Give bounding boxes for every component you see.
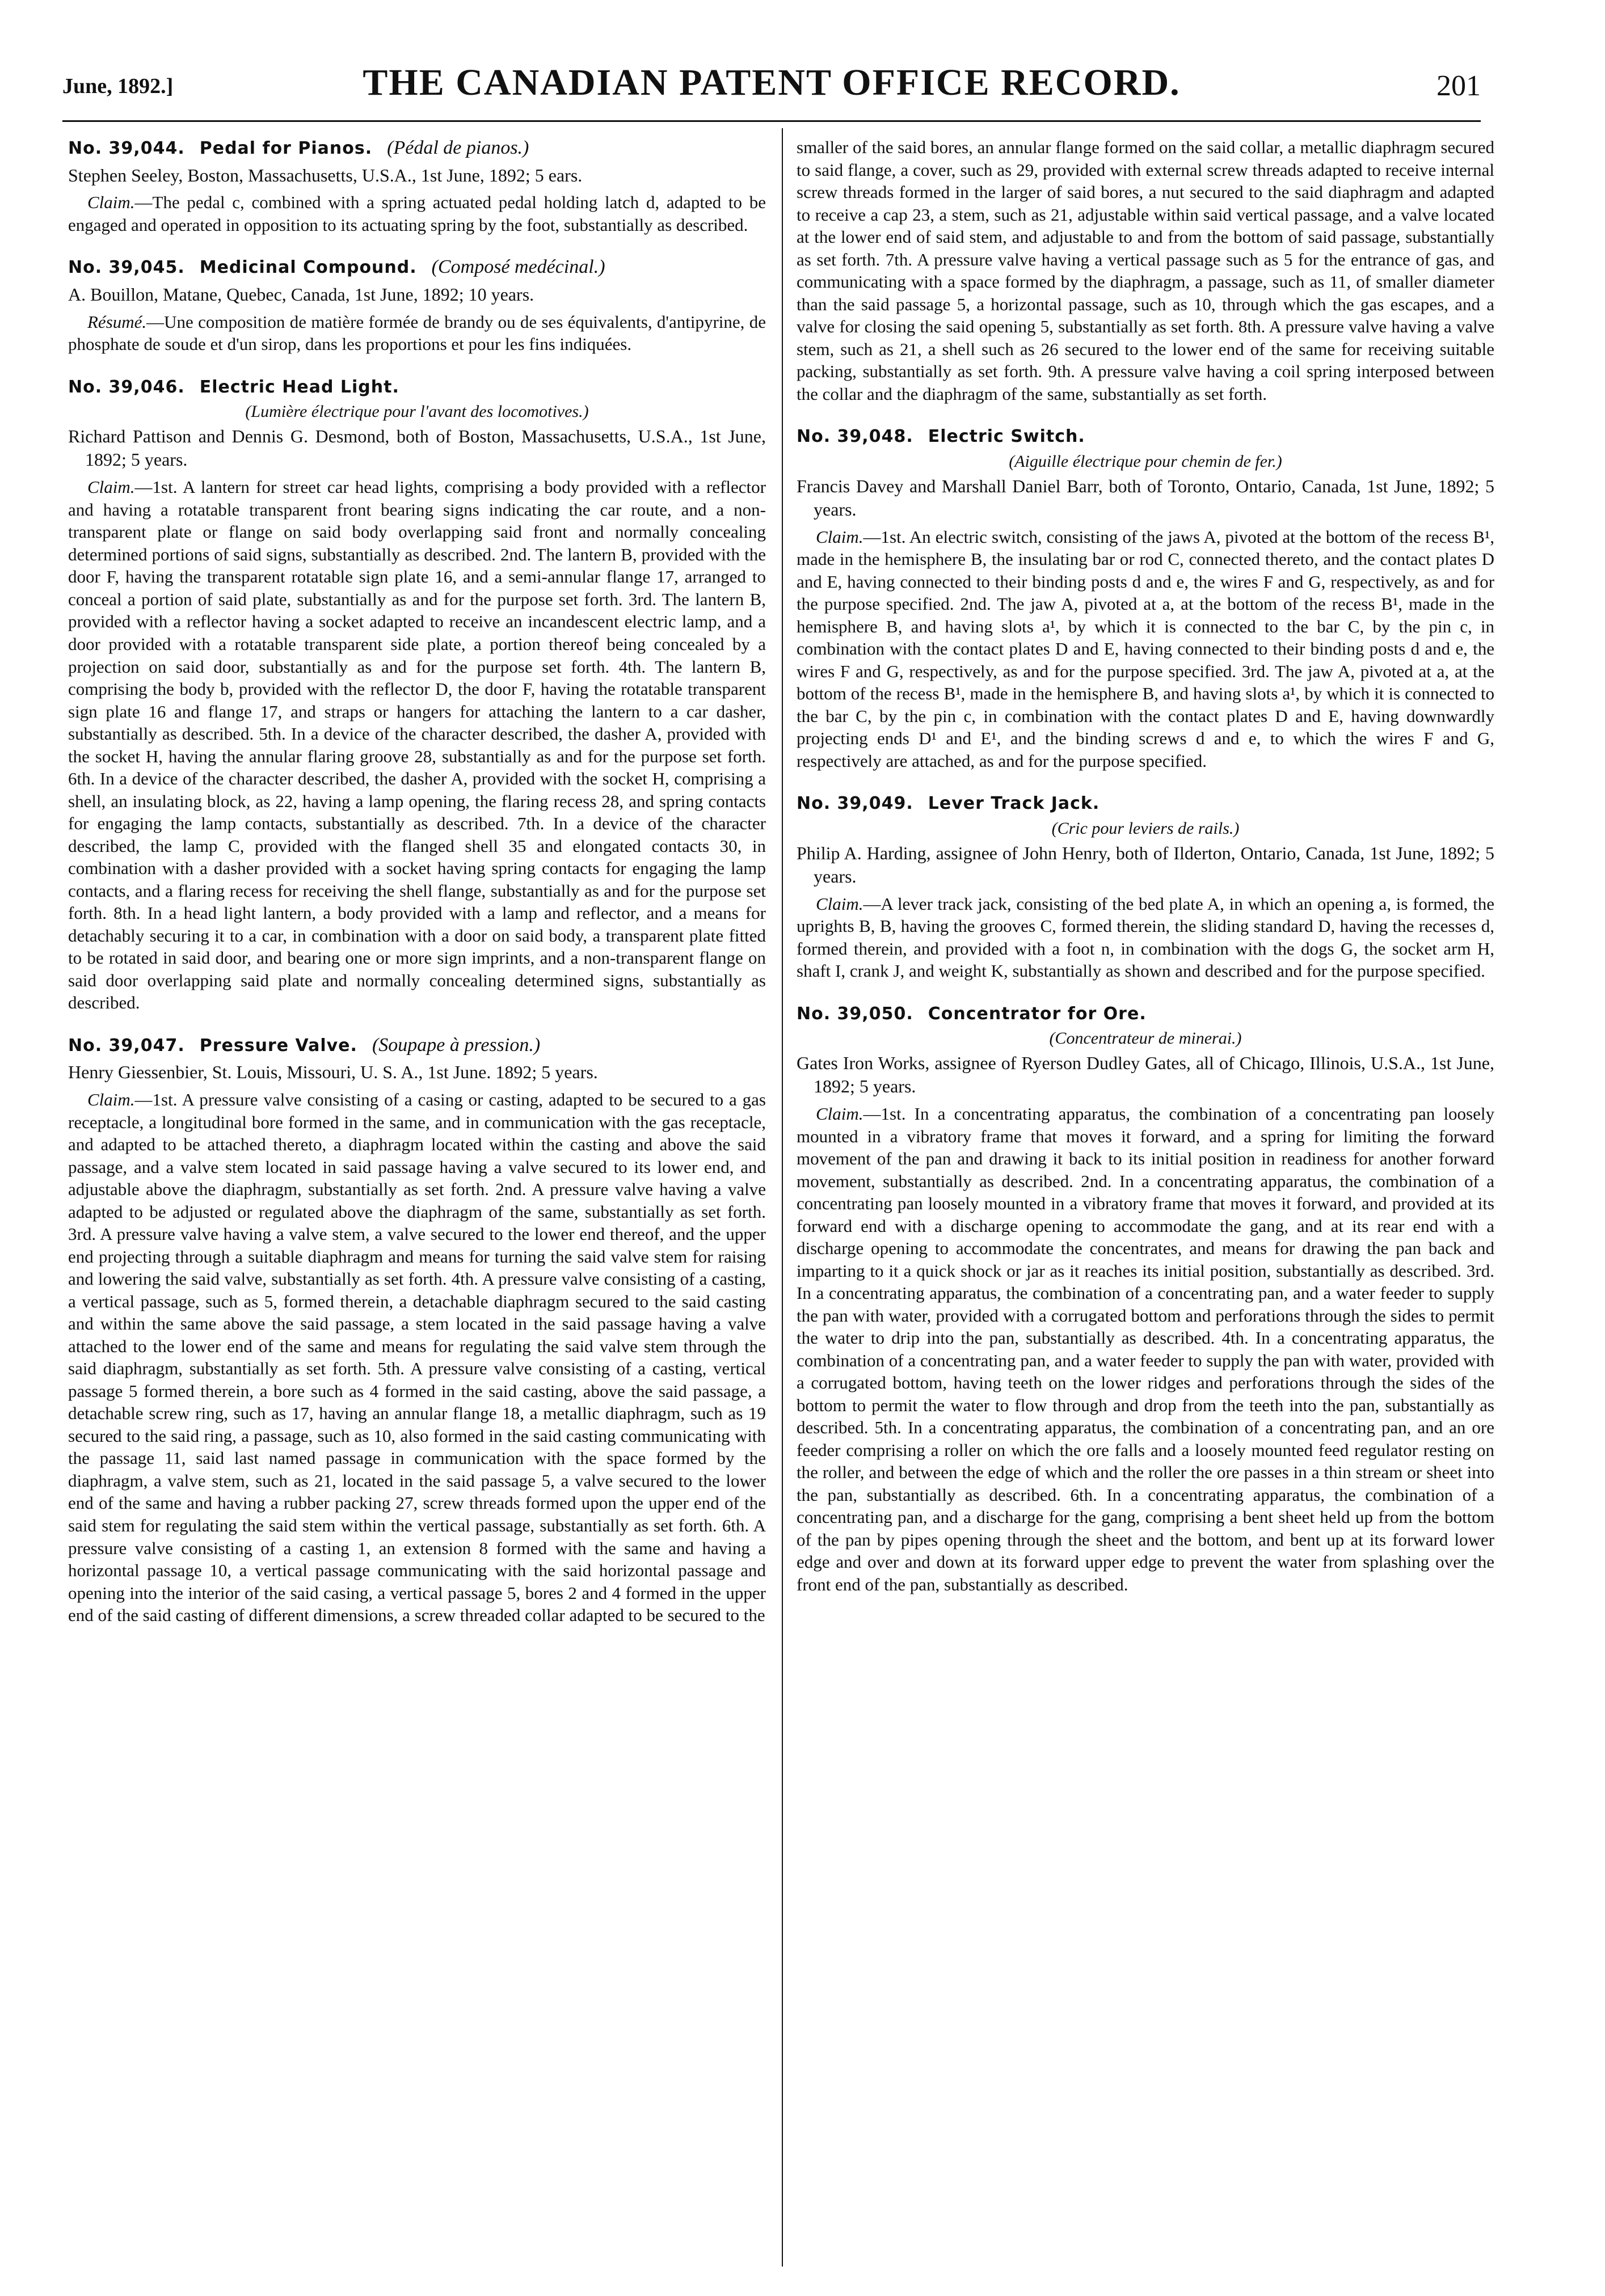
patent-number: No. 39,047. [68,1035,185,1056]
patent-entry-39048 [797,424,1494,772]
patent-entry-39046 [68,375,766,1014]
claim-body: —1st. An electric switch, consisting of the jaws A, pivoted at the bottom of the recess B¹, made in the hemisphere B, the insulating bar or rod C, connected thereto, and the contact plates D and E, having connected to their binding posts d and e, the wires F and G, respectively, as and for the purpose specified. 2nd. The jaw A, pivoted at a, at the bottom of the recess B¹, made in the hemisphere B, and having slots a¹, by which it is connected to the bar C, by the pin c, in combination with the contact plates D and E, having connected to their binding posts d and e, the wires F and G, respectively, as and for the purpose specified. 3rd. The jaw A, pivoted at a, at the bottom of the recess B¹, made in the hemisphere B, and having slots a¹, by which it is connected to the bar C, by the pin c, in combination with the contact plates D and E, having downwardly projecting ends D¹ and E¹, and the binding screws d and e, to which the wires F and G, respectively are attached, as and for the purpose specified. [797,526,1494,771]
claim-text [797,526,1494,773]
claim-label: Claim. [87,477,135,497]
column-divider [782,128,783,2267]
french-title: (Concentrateur de minerai.) [1049,1029,1242,1048]
patent-name: Pressure Valve. [199,1035,357,1056]
grantee-line: Richard Pattison and Dennis G. Desmond, both of Boston, Massachusetts, U.S.A., 1st June, 1892; 5 years. [68,426,766,470]
patent-number: No. 39,046. [68,377,185,397]
french-title: (Lumière électrique pour l'avant des locomotives.) [245,402,589,421]
page-header [62,61,1481,112]
patent-entry-39049 [797,791,1494,982]
entry-title [797,424,1494,449]
claim-body: —1st. A pressure valve consisting of a casing or casting, adapted to be secured to a gas receptacle, a longitudinal bore formed in the same, and in communication with the gas receptacle, and adapted to be attached thereto, a diaphragm located within the casting and above the said passage, and a valve stem located in said passage having a valve secured to its lower end, and adjustable above the diaphragm, substantially as set forth. 2nd. A pressure valve having a valve adapted to be adjusted or regulated above the diaphragm of the same, substantially as set forth. 3rd. A pressure valve having a valve stem, a valve secured to the lower end thereof, and the upper end projecting through a suitable diaphragm and means for turning the said valve stem for raising and lowering the said valve, substantially as set forth. 4th. A pressure valve consisting of a casting, a vertical passage, such as 5, formed therein, a detachable diaphragm secured to the said casting and within the same above the said passage, a stem located in the said passage having a valve attached to the lower end of the same and means for regulating the said valve stem through the said diaphragm, substantially as set forth. 5th. A pressure valve consisting of a casting, vertical passage 5 formed therein, a bore such as 4 formed in the said casting, above the said passage, a detachable screw ring, such as 17, having an annular flange 18, a metallic diaphragm, such as 19 secured to the said ring, a passage, such as 10, also formed in the said casting communicating with the passage 11, said last named passage in communication with the space formed by the diaphragm, a valve stem, such as 21, located in the said passage 5, a valve secured to the lower end of the same and having a rubber packing 27, screw threads formed upon the upper end of the said stem for regulating the said stem within the vertical passage, substantially as set forth. 6th. A pressure valve consisting of a casting 1, an extension 8 formed with the same and having a horizontal passage 10, a vertical passage communicating with the said horizontal passage and opening into the interior of the said casing, a vertical passage 5, bores 2 and 4 formed in the upper end of the said casting of different dimensions, a screw threaded collar adapted to be secured to the [68,1090,766,1626]
left-column [68,136,766,1646]
entry-title [797,791,1494,816]
patent-name: Pedal for Pianos. [199,138,373,158]
claim-label: Claim. [816,526,863,547]
page-number: 201 [1437,70,1481,102]
claim-label: Résumé. [87,311,147,332]
french-title: (Cric pour leviers de rails.) [1051,818,1240,838]
french-title: (Pédal de pianos.) [387,137,529,158]
patent-name: Electric Switch. [928,427,1085,447]
grantee-line: Gates Iron Works, assignee of Ryerson Dudley Gates, all of Chicago, Illinois, U.S.A., 1st June, 1892; 5 years. [797,1053,1494,1097]
claim-body: —A lever track jack, consisting of the bed plate A, in which an opening a, is formed, the uprights B, B, having the grooves C, formed therein, the sliding standard D, having the recesses d, formed therein, and provided with a foot n, in combination with the dogs G, the socket arm H, shaft I, crank J, and weight K, substantially as shown and described and for the purpose specified. [797,893,1494,981]
claim-body: —Une composition de matière formée de brandy ou de ses équivalents, d'antipyrine, de phosphate de soude et d'un sirop, dans les proportions et pour les fins indiquées. [68,311,766,354]
grantee-line: Francis Davey and Marshall Daniel Barr, both of Toronto, Ontario, Canada, 1st June, 1892; 5 years. [797,475,1494,520]
french-title: (Composé medécinal.) [431,256,605,278]
claim-body: —1st. In a concentrating apparatus, the combination of a concentrating pan loosely mounted in a vibratory frame that moves it forward, and a spring for limiting the forward movement of the pan and drawing it back to its initial position in readiness for another forward movement, substantially as described. 2nd. In a concentrating apparatus, the combination of a concentrating pan loosely mounted in a vibratory frame that moves it forward, and provided at its forward end with a discharge opening to accommodate the gang, and at its rear end with a discharge opening to accommodate the concentrates, and means for drawing the pan back and imparting to it a quick shock or jar as it reaches its initial position, substantially as described. 3rd. In a concentrating apparatus, the combination of a concentrating pan, and a water feeder to supply the pan with water, provided with a corrugated bottom and perforations through the sides to permit the water to drip into the pan, substantially as described. 4th. In a concentrating apparatus, the combination of a concentrating pan, and a water feeder to supply the pan with water, provided with a corrugated bottom, having teeth on the lower ridges and perforations through the sides of the bottom to permit the water to flow through and drop from the teeth into the pan, substantially as described. 5th. In a concentrating apparatus, the combination of a concentrating pan, and an ore feeder comprising a roller on which the ore falls and a loosely mounted feed regulator resting on the roller, and between the edge of which and the roller the ore passes in a thin stream or sheet into the pan, substantially as described. 6th. In a concentrating apparatus, the combination of a concentrating pan, and a discharge for the gang, comprising a bent sheet held up from the bottom of the pan by pipes opening through the sheet and the bottom, and bent up at its forward lower edge and over and down at its forward upper edge to prevent the water from splashing over the front end of the pan, substantially as described. [797,1104,1494,1594]
french-title: (Soupape à pression.) [372,1034,541,1056]
claim-text [68,311,766,356]
grantee-line: Henry Giessenbier, St. Louis, Missouri, U. S. A., 1st June. 1892; 5 years. [68,1062,598,1083]
patent-name: Concentrator for Ore. [928,1003,1147,1024]
grantee-line: A. Bouillon, Matane, Quebec, Canada, 1st June, 1892; 10 years. [68,284,534,305]
patent-number: No. 39,044. [68,138,185,158]
entry-title [68,1033,766,1058]
patent-number: No. 39,048. [797,427,913,447]
claim-text [68,1088,766,1626]
claim-text [797,893,1494,982]
french-title: (Aiguille électrique pour chemin de fer.) [1009,451,1282,471]
claim-continuation: smaller of the said bores, an annular flange formed on the said collar, a metallic diaphragm secured to said flange, a cover, such as 29, provided with external screw threads adapted to receive internal screw threads formed in the larger of said bores, a nut secured to the said diaphragm and adapted to receive a cap 23, a stem, such as 21, adjustable within said vertical passage, and a valve located at the lower end of said stem, and adjustable to and from the bottom of said passage, substantially as set forth. 7th. A pressure valve having a vertical passage such as 5 for the entrance of gas, and communicating with a space formed by the diaphragm, a passage, such as 11, of smaller diameter than the said passage 5, a horizontal passage, such as 10, through which the gas escapes, and a valve for closing the said opening 5, substantially as set forth. 8th. A pressure valve having a valve stem, such as 21, a shell such as 26 secured to the lower end of the same for receiving suitable packing, substantially as set forth. 9th. A pressure valve having a coil spring interposed between the collar and the diaphragm of the same, substantially as set forth. [797,137,1494,404]
entry-title [68,255,766,280]
publication-title: THE CANADIAN PATENT OFFICE RECORD. [363,62,1181,103]
patent-name: Electric Head Light. [199,377,399,397]
issue-date: June, 1892.] [62,74,174,98]
claim-body: —The pedal c, combined with a spring actuated pedal holding latch d, adapted to be engaged and operated in opposition to its actuating spring by the foot, substantially as described. [68,192,766,235]
claim-label: Claim. [816,893,863,914]
patent-name: Lever Track Jack. [928,794,1100,814]
header-rule [62,120,1481,122]
entry-title [68,136,766,161]
claim-label: Claim. [87,192,135,213]
entry-title [797,1002,1494,1026]
grantee-line: Philip A. Harding, assignee of John Henry, both of Ilderton, Ontario, Canada, 1st June, 1892; 5 years. [797,842,1494,887]
grantee-line: Stephen Seeley, Boston, Massachusetts, U.S.A., 1st June, 1892; 5 ears. [68,164,583,185]
claim-text [797,1103,1494,1596]
patent-entry-39047 [68,1033,766,1627]
patent-number: No. 39,045. [68,258,185,278]
claim-text [68,476,766,1014]
patent-number: No. 39,050. [797,1003,913,1024]
right-column [797,136,1494,1615]
patent-entry-39044 [68,136,766,236]
patent-entry-39047-continued [797,136,1494,405]
patent-number: No. 39,049. [797,794,913,814]
patent-entry-39045 [68,255,766,355]
entry-title [68,375,766,399]
patent-name: Medicinal Compound. [199,258,417,278]
claim-text [68,191,766,236]
patent-entry-39050 [797,1002,1494,1596]
claim-label: Claim. [87,1090,135,1110]
claim-label: Claim. [816,1104,863,1124]
claim-body: —1st. A lantern for street car head lights, comprising a body provided with a reflector and having a rotatable transparent front bearing signs indicating the car route, and a non-transparent plate or flange on said body overlapping said front and normally concealing determined portions of said signs, substantially as described. 2nd. The lantern B, provided with the door F, having the transparent rotatable sign plate 16, and a semi-annular flange 17, arranged to conceal a portion of said plate, substantially as and for the purpose set forth. 3rd. The lantern B, provided with a reflector having a socket adapted to receive an incandescent electric lamp, and a door provided with a rotatable transparent side plate, a portion thereof being concealed by a projection on said door, substantially as and for the purpose set forth. 4th. The lantern B, comprising the body b, provided with the reflector D, the door F, having the rotatable transparent sign plate 16 and flange 17, and straps or hangers for attaching the lantern to a car dasher, substantially as described. 5th. In a device of the character described, the dasher A, provided with the socket H, having the annular flaring groove 28, substantially as and for the purpose set forth. 6th. In a device of the character described, the dasher A, provided with the socket H, comprising a shell, an insulating block, as 22, having a lamp opening, the flaring recess 28, and spring contacts for engaging the lamp contacts, substantially as described. 7th. In a device of the character described, the lamp C, provided with the flanged shell 35 and elongated contacts 30, in combination with a dasher provided with a socket having spring contacts for engaging the lamp contacts, and a flaring recess for receiving the shell flange, substantially as and for the purpose set forth. 8th. In a head light lantern, a body provided with a lamp and reflector, and a means for detachably securing it to a car, in combination with a door on said body, a transparent plate fitted to be rotated in said door, and bearing one or more sign imprints, and a non-transparent flange on said door overlapping said plate and normally concealing determined signs, substantially as described. [68,477,766,1013]
